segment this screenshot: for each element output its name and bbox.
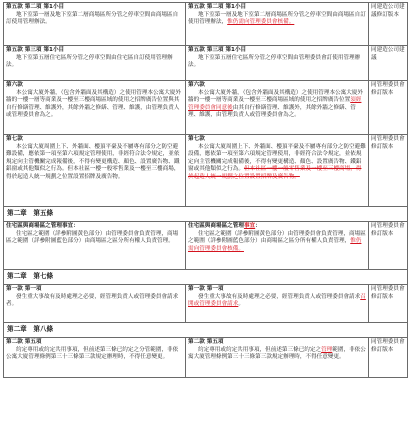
table-row: [4, 3, 408, 46]
clause-heading: 住宅區與商場區之管理事宜：: [6, 223, 79, 229]
clause-text: [188, 347, 366, 362]
note-cell: 同管理委員會修訂版本: [369, 81, 408, 135]
section-title: 第二章 第八條: [4, 323, 408, 338]
clause-heading: 第五款 第二項 第1小目: [188, 4, 247, 10]
heading-tail: ：: [255, 223, 261, 229]
revised-text-cell: [186, 46, 369, 81]
clause-heading: 第五款 第三項 第1小目: [188, 47, 247, 53]
original-text-cell: [4, 135, 186, 207]
revised-insertion: 惟仍需向管理委員會核備。: [188, 238, 362, 252]
clause-heading: 第二款 第五項: [6, 339, 42, 345]
original-text-cell: [4, 222, 186, 270]
revised-deletion: 但本社區一樓一般零售業及一樓至三樓商場，得於起造人統一規劃之位置設置招牌及廣告物。: [188, 166, 362, 180]
clause-text: [188, 294, 366, 309]
revised-text-cell: [186, 222, 369, 270]
clause-text: 地下室第一層及地下室第二層商場區所分管之停車空間由商場區自訂使用管理辦法。: [6, 11, 179, 26]
clause-text: 地下室第五層住宅區所分管之停車空間由管理委員會訂使用管理辦法。: [188, 54, 361, 69]
heading-plain: 住宅區與商場區之管理: [188, 223, 244, 229]
table-row: [4, 135, 408, 207]
clause-text-plain: 本公寓大廈外牆，（包含外牆面及其構造）之使用管理本公寓大廈外牆的一樓一層等商業及一樓至三樓商場區域的使用之招牌廣告位置: [188, 89, 364, 104]
clause-text-plain: 發生重大事故有及時處理之必要，經管理負責人或管理委員會請求: [198, 293, 361, 300]
clause-text-tail: 。: [238, 301, 244, 308]
clause-text: [188, 90, 366, 120]
clause-heading: 第一款 第一項: [188, 286, 224, 292]
revised-insertion: 召開或管理委員會請求: [188, 293, 366, 308]
note-cell: 同管理委員會修訂版本: [369, 338, 408, 378]
clause-heading: 第五款 第二項 第1小目: [6, 4, 65, 10]
clause-text: 本公寓大廈外牆，（包含外牆面及其構造）之使用管理本公寓大廈外牆的一樓一層等商業及一樓至三樓商場區域的使用之招牌廣告位置與其自行修繕管理、維護外，其餘外牆之修繕、管理、維護，由管理負責人或管理委員會為之。: [6, 89, 182, 119]
clause-text: 約定專用或約定共用事項，但前述第三條已約定之分管範圍，非依公寓大廈管理條例第三十三條第三款規定辦理時，不得任意變更。: [6, 346, 179, 361]
clause-text: 地下室第五層住宅區所分管之停車空間由住宅區自訂使用管理辦法。: [6, 54, 173, 69]
table-row: [4, 285, 408, 323]
section-header-row: [4, 207, 408, 222]
clause-heading: 第一款 第一項: [6, 286, 42, 292]
original-text-cell: [4, 3, 186, 46]
note-cell: 同管理委員會修訂版本: [369, 285, 408, 323]
original-text-cell: [4, 285, 186, 323]
comparison-table: [3, 2, 408, 378]
revised-insertion: 管理: [321, 346, 333, 353]
original-text-cell: [4, 81, 186, 135]
clause-text-plain: 住宅區之範圍（詳參附圖黃色部分）由管理委員會負責管理，商場區之範圍（詳參附圖藍色部分）由商場區之區分所有權人負責管理，: [188, 230, 366, 245]
clause-text: [188, 144, 366, 182]
clause-text: 住宅區之範圍（詳參附圖黃色部分）由管理委員會負責管理，商場區之範圍（詳參附圖藍色部分）由商場區之區分所有權人負責管理。: [6, 230, 179, 245]
revised-text-cell: [186, 285, 369, 323]
revised-text-cell: [186, 81, 369, 135]
revised-insertion: 須經管理委員會同意後: [188, 97, 362, 111]
table-row: [4, 46, 408, 81]
table-row: [4, 338, 408, 378]
note-cell: 同建造公司建議修訂版本: [369, 3, 408, 46]
clause-text-plain: 約定專用或約定共用事項，但前述第三條已約定之: [198, 346, 322, 353]
clause-text: 發生重大事故有及時處理之必要，經管理負責人或管理委員會請求者。: [6, 293, 179, 308]
note-cell: 同管理委員會修訂版本: [369, 135, 408, 207]
section-header-row: [4, 323, 408, 338]
note-cell: 同管理委員會修訂版本: [369, 222, 408, 270]
clause-heading: 第二款 第五項: [188, 339, 224, 345]
table-row: [4, 222, 408, 270]
clause-heading: 第五款 第三項 第1小目: [6, 47, 65, 53]
clause-heading: [188, 223, 366, 231]
revised-insertion: 惟仍需向管理委員會核備。: [227, 19, 295, 26]
clause-text: [188, 231, 366, 254]
section-title: 第二章 第七條: [4, 270, 408, 285]
original-text-cell: [4, 338, 186, 378]
original-text-cell: [4, 46, 186, 81]
revised-text-cell: [186, 135, 369, 207]
clause-heading: 第六款: [6, 82, 23, 88]
clause-heading: 第六款: [188, 82, 205, 88]
table-row: [4, 81, 408, 135]
clause-heading: 第七款: [6, 136, 23, 142]
revised-insertion: 事宜: [243, 223, 256, 229]
clause-heading: 第七款: [188, 136, 205, 142]
section-header-row: [4, 270, 408, 285]
revised-text-cell: [186, 338, 369, 378]
clause-text-tail: 由其自行修繕管理、維護外，其餘外牆之修繕、管理、維護，由管理負責人或管理委員會為之。: [188, 104, 356, 119]
revised-text-cell: [186, 3, 369, 46]
section-title: 第二章 第五條: [4, 207, 408, 222]
clause-text-plain: 地下室第一層及地下室第二層商場區所分管之停車空間由商場區自訂使用管理辦法，: [188, 11, 366, 26]
clause-text: [188, 12, 366, 27]
clause-text: 本公寓大廈周圍上下、外牆面、樓頂平臺及不屬專有部分之防空避難設備，應依第一項至第六項規定管理使用，非經符合法令規定，並依規定向主管機關完成報備後，不得有變更構造、顏色、設置廣告物、鐵鋁窗或其他類似之行為。但本社區一樓一般零售業及一樓至三樓商場，得於起造人統一規劃之位置設置招牌及廣告物。: [6, 143, 180, 180]
note-cell: 同建造公司建議: [369, 46, 408, 81]
clause-text-tail: 範圍，非依公寓大廈管理條例第三十三條第三款規定辦理時，不得任意變更。: [188, 346, 366, 361]
clause-text-plain: 本公寓大廈周圍上下、外牆面、樓頂平臺及不屬專有部分之防空避難設備，應依第一項至第六項規定管理使用，非經符合法令規定，並依規定向主管機關完成報備後，不得有變更構造、顏色、設置廣告物、鐵鋁窗或其他類似之行為。: [188, 143, 366, 173]
